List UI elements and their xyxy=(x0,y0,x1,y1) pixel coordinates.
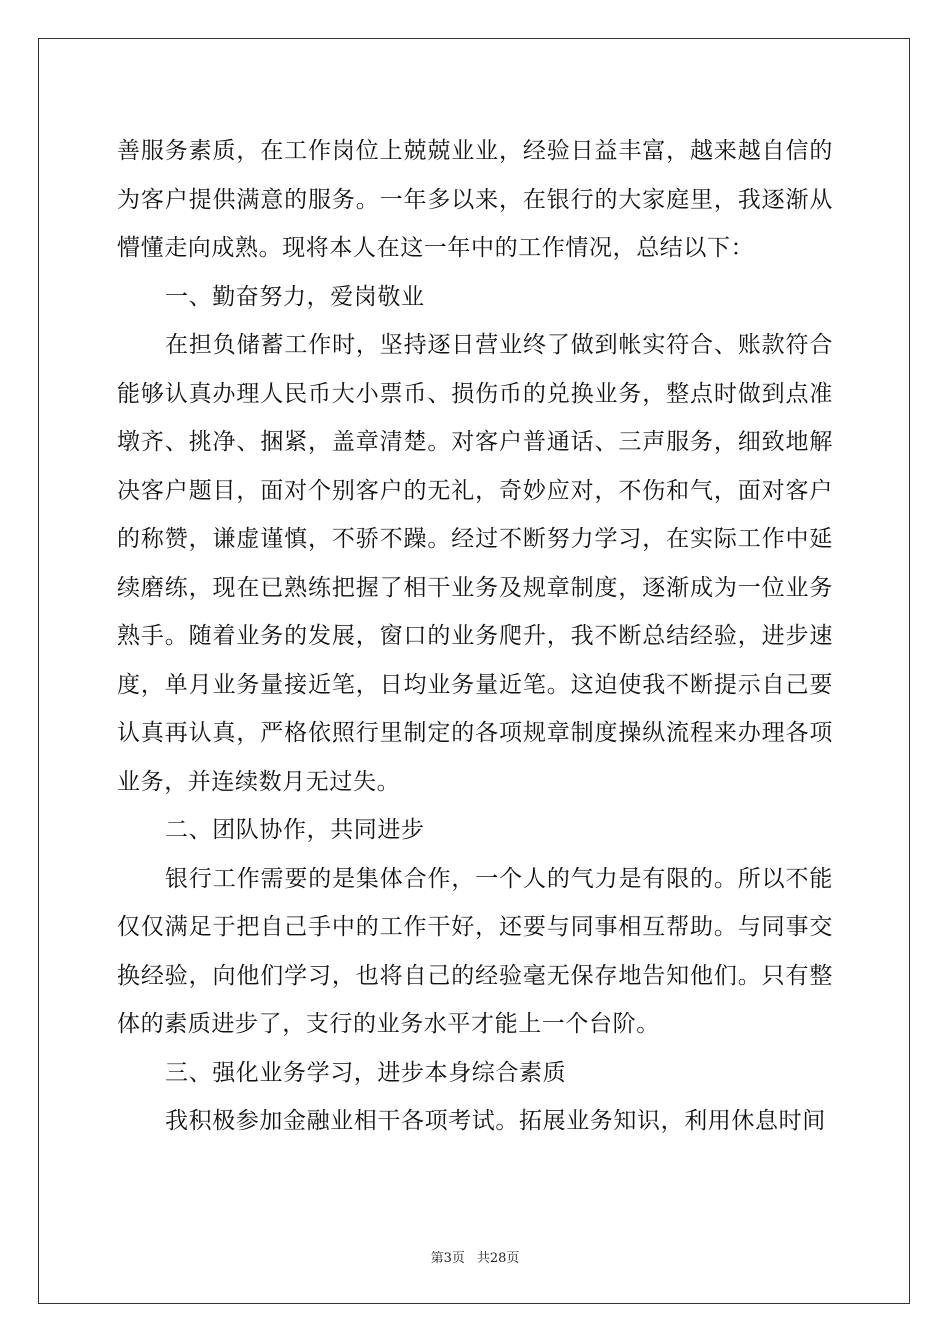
heading-section-3: 三、强化业务学习，进步本身综合素质 xyxy=(165,1059,567,1086)
paragraph-section-1: 在担负储蓄工作时，坚持逐日营业终了做到帐实符合、账款符合能够认真办理人民币大小票币、损伤币的兑换业务，整点时做到点准墩齐、挑净、捆紧，盖章清楚。对客户普通话、三声服务，细致地解决客户题目，面对个别客户的无礼，奇妙应对，不伤和气，面对客户的称赞，谦虚谨慎，不骄不躁。经过不断努力学习，在实际工作中延续磨练，现在已熟练把握了相干业务及规章制度，逐渐成为一位业务熟手。随着业务的发展，窗口的业务爬升，我不断总结经验，进步速度，单月业务量接近笔，日均业务量近笔。这迫使我不断提示自己要认真再认真，严格依照行里制定的各项规章制度操纵流程来办理各项业务，并连续数月无过失。 xyxy=(117,332,833,795)
page-footer xyxy=(0,1247,950,1266)
heading-section-2: 二、团队协作，共同进步 xyxy=(165,817,425,843)
paragraph-section-2: 银行工作需要的是集体合作，一个人的气力是有限的。所以不能仅仅满足于把自己手中的工作干好，还要与同事相互帮助。与同事交换经验，向他们学习，也将自己的经验毫无保存地告知他们。只有整体的素质进步了，支行的业务水平才能上一个台阶。 xyxy=(117,865,833,1037)
page-number: 第3页 xyxy=(430,1251,465,1266)
paragraph-section-3: 我积极参加金融业相干各项考试。拓展业务知识，利用休息时间 xyxy=(165,1108,826,1134)
paragraph-intro: 善服务素质，在工作岗位上兢兢业业，经验日益丰富，越来越自信的为客户提供满意的服务。一年多以来，在银行的大家庭里，我逐渐从懵懂走向成熟。现将本人在这一年中的工作情况，总结以下： xyxy=(117,138,833,261)
heading-section-1: 一、勤奋努力，爱岗敬业 xyxy=(165,283,425,310)
document-body xyxy=(117,127,833,1146)
page-total: 共28页 xyxy=(476,1251,520,1266)
